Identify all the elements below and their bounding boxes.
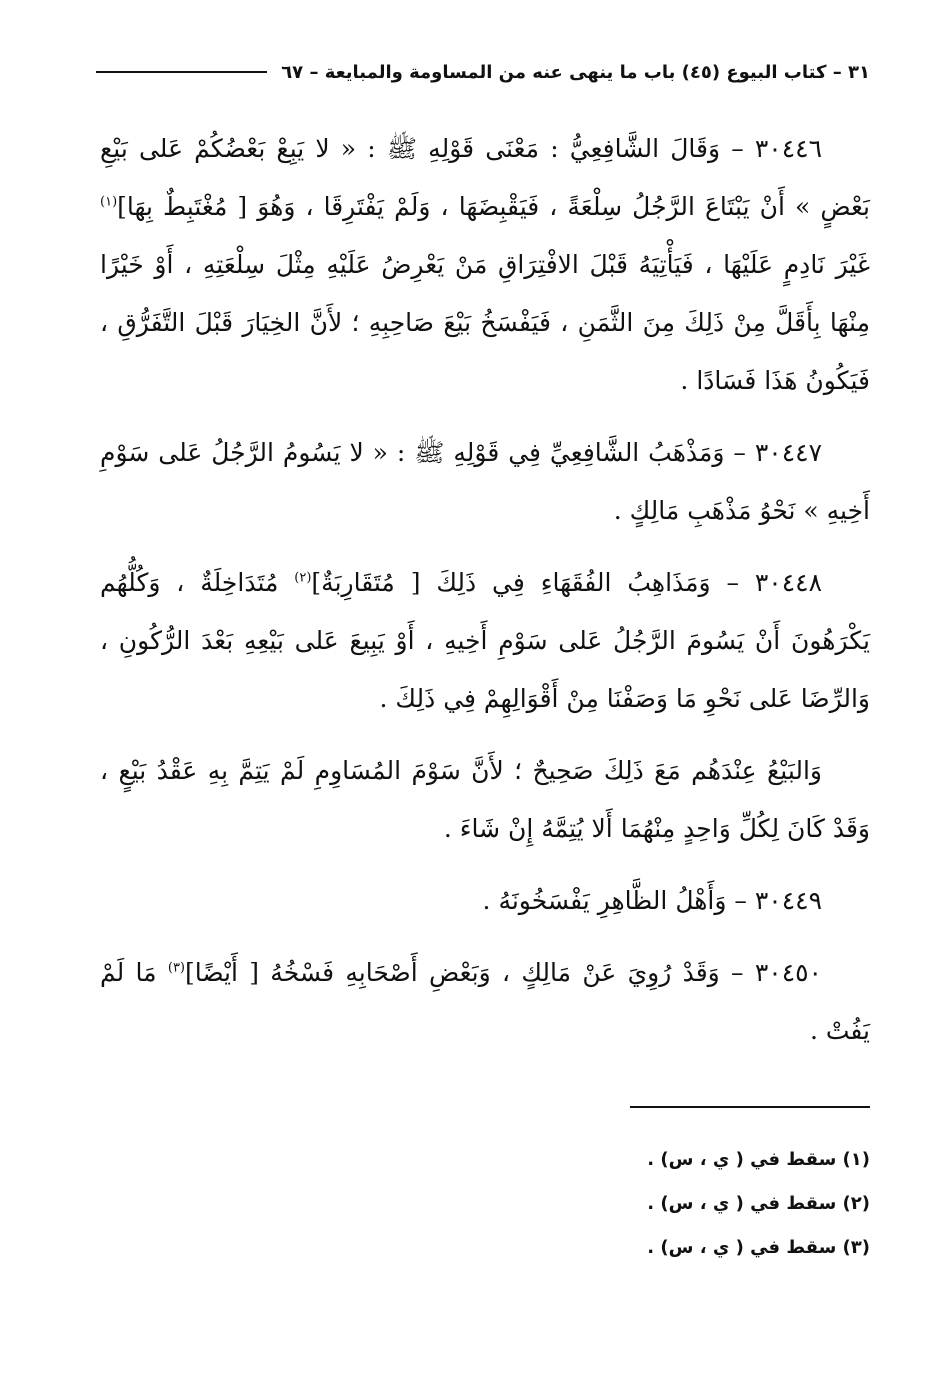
paragraph-text-continued: مَا لَمْ يَفُتْ . xyxy=(100,958,870,1045)
paragraph xyxy=(100,554,870,728)
paragraph-text: ٣٠٤٥٠ – وَقَدْ رُوِيَ عَنْ مَالِكٍ ، وَبَعْضِ أَصْحَابِهِ فَسْخُهُ [ أَيْضًا] xyxy=(185,958,822,987)
paragraph xyxy=(100,944,870,1060)
footnote-item: (١) سقط في ( ي ، س) . xyxy=(647,1149,870,1170)
paragraph-text: ٣٠٤٤٨ – وَمَذَاهِبُ الفُقَهَاءِ فِي ذَلِكَ [ مُتَقَارِبَةٌ] xyxy=(311,568,823,597)
footnote-reference: (٢) xyxy=(294,570,312,586)
paragraph-text: ٣٠٤٤٧ – وَمَذْهَبُ الشَّافِعِيِّ فِي قَوْلِهِ ﷺ : « لا يَسُومُ الرَّجُلُ عَلى سَوْمِ أَخِيهِ » نَحْوُ مَذْهَبِ مَالِكٍ . xyxy=(100,438,870,525)
footnote-reference: (٣) xyxy=(167,960,185,976)
footnote-separator xyxy=(630,1106,870,1108)
running-header xyxy=(96,52,870,92)
paragraph-text: ٣٠٤٤٩ – وَأَهْلُ الظَّاهِرِ يَفْسَخُونَهُ . xyxy=(482,886,822,915)
paragraph-text-continued: غَيْرَ نَادِمٍ عَلَيْهَا ، فَيَأْتِيَهُ قَبْلَ الافْتِرَاقِ مَنْ يَعْرِضُ عَلَيْهِ مِثْلَ سِلْعَتِهِ ، أَوْ خَيْرًا مِنْهَا بِأَقَلَّ مِنْ ذَلِكَ مِنَ الثَّمَنِ ، فَيَفْسَخُ بَيْعَ صَاحِبِهِ ؛ لأَنَّ الخِيَارَ قَبْلَ التَّفَرُّقِ ، فَيَكُونُ هَذَا فَسَادًا . xyxy=(100,250,870,395)
footnotes xyxy=(100,1138,870,1270)
footnote-item: (٣) سقط في ( ي ، س) . xyxy=(647,1237,870,1258)
paragraph-text: ٣٠٤٤٦ – وَقَالَ الشَّافِعِيُّ : مَعْنَى قَوْلِهِ ﷺ : « لا يَبِعْ بَعْضُكُمْ عَلى بَيْعِ بَعْضٍ » أَنْ يَبْتَاعَ الرَّجُلُ سِلْعَةً ، فَيَقْبِضَهَا ، وَلَمْ يَفْتَرِقَا ، وَهُوَ [ مُغْتَبِطٌ بِهَا] xyxy=(100,134,870,221)
main-text xyxy=(100,120,870,1074)
paragraph xyxy=(100,742,870,858)
footnote-item: (٢) سقط في ( ي ، س) . xyxy=(647,1193,870,1214)
footnote-reference: (١) xyxy=(100,194,118,210)
header-rule xyxy=(96,71,267,73)
paragraph xyxy=(100,424,870,540)
paragraph xyxy=(100,120,870,410)
header-title: ٣١ – كتاب البيوع (٤٥) باب ما ينهى عنه من المساومة والمبايعة – ٦٧ xyxy=(281,61,870,83)
paragraph xyxy=(100,872,870,930)
paragraph-text: وَالبَيْعُ عِنْدَهُم مَعَ ذَلِكَ صَحِيحٌ ؛ لأَنَّ سَوْمَ المُسَاوِمِ لَمْ يَتِمَّ بِهِ عَقْدُ بَيْعٍ ، وَقَدْ كَانَ لِكُلِّ وَاحِدٍ مِنْهُمَا أَلا يُتِمَّهُ إِنْ شَاءَ . xyxy=(100,756,870,843)
paragraph-text-continued: مُتَدَاخِلَةٌ ، وَكُلُّهُم يَكْرَهُونَ أَنْ يَسُومَ الرَّجُلُ عَلى سَوْمِ أَخِيهِ ، أَوْ يَبِيعَ عَلى بَيْعِهِ بَعْدَ الرُّكُونِ ، وَالرِّضَا عَلى نَحْوِ مَا وَصَفْنَا مِنْ أَقْوَالِهِمْ فِي ذَلِكَ . xyxy=(100,568,870,713)
